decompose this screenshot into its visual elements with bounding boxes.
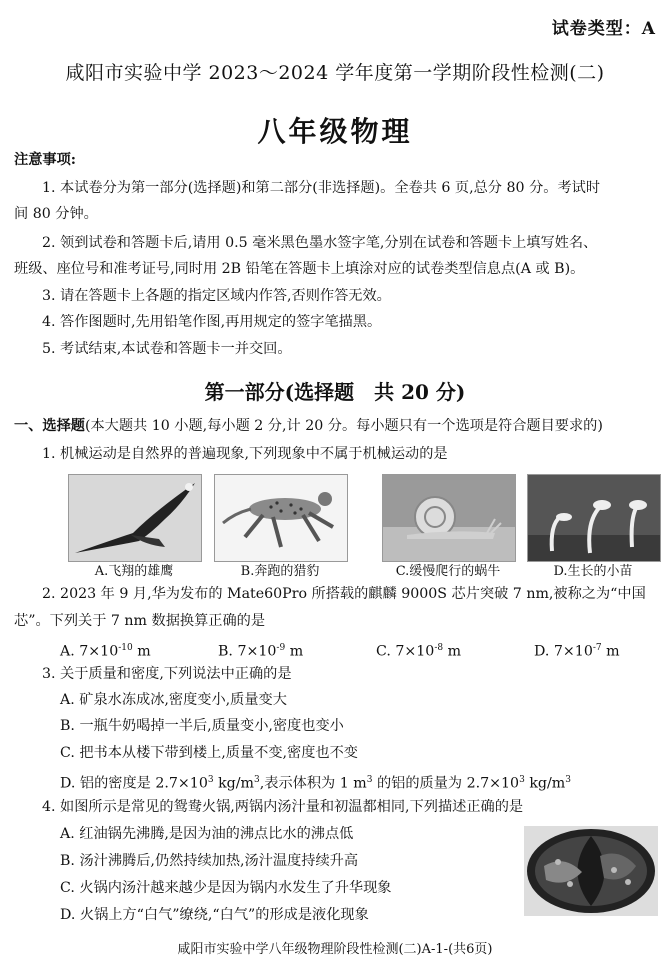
q3-option-c[interactable]: C. 把书本从楼下带到楼上,质量不变,密度也不变: [60, 745, 358, 761]
page-footer: 咸阳市实验中学八年级物理阶段性检测(二)A-1-(共6页): [177, 942, 493, 957]
q4-option-b[interactable]: B. 汤汁沸腾后,仍然持续加热,汤汁温度持续升高: [60, 853, 359, 869]
hotpot-image: [524, 826, 658, 916]
school-title: 咸阳市实验中学 2023～2024 学年度第一学期阶段性检测(二): [65, 62, 605, 84]
q1-caption-b: B.奔跑的猎豹: [240, 564, 320, 579]
q3-stem: 3. 关于质量和密度,下列说法中正确的是: [42, 666, 292, 682]
note-line: 4. 答作图题时,先用铅笔作图,再用规定的签字笔描黑。: [42, 314, 382, 330]
note-line: 2. 领到试卷和答题卡后,请用 0.5 毫米黑色墨水签字笔,分别在试卷和答题卡上填写姓名、: [42, 235, 598, 251]
eagle-image: [68, 474, 202, 562]
subject-title: 八年级物理: [257, 115, 413, 148]
q1-caption-a: A.飞翔的雄鹰: [94, 564, 174, 579]
q1-caption-d: D.生长的小苗: [553, 564, 633, 579]
q2-option-d[interactable]: D. $7\times 10^{-7}$ m: [534, 643, 620, 660]
q3-option-d[interactable]: D. 铝的密度是 $2.7\times 10^3$ $kg/m^3$,表示体积为 1 $m^3$ 的铝的质量为 $2.7\times 10^3$ $kg/m^3$: [60, 775, 571, 792]
sprouts-image: [527, 474, 661, 562]
q4-stem: 4. 如图所示是常见的鸳鸯火锅,两锅内汤汁量和初温都相同,下列描述正确的是: [42, 799, 524, 815]
note-line: 1. 本试卷分为第一部分(选择题)和第二部分(非选择题)。全卷共 6 页,总分 80 分。考试时: [42, 180, 601, 196]
part1-title: 第一部分(选择题 共 20 分): [204, 380, 466, 404]
q4-option-d[interactable]: D. 火锅上方“白气”缭绕,“白气”的形成是液化现象: [60, 907, 369, 923]
q2-stem-cont: 芯”。下列关于 7 nm 数据换算正确的是: [14, 613, 266, 629]
note-line: 班级、座位号和准考证号,同时用 2B 铅笔在答题卡上填涂对应的试卷类型信息点(A 或 B)。: [14, 261, 585, 277]
notes-heading: 注意事项:: [14, 152, 76, 168]
q4-option-a[interactable]: A. 红油锅先沸腾,是因为油的沸点比水的沸点低: [60, 826, 354, 842]
section1-label: 一、选择题: [14, 418, 85, 434]
note-line: 间 80 分钟。: [14, 206, 98, 222]
q2-option-c[interactable]: C. $7\times 10^{-8}$ m: [376, 643, 462, 660]
snail-image: [382, 474, 516, 562]
q3-option-a[interactable]: A. 矿泉水冻成冰,密度变小,质量变大: [60, 692, 287, 708]
q2-stem: 2. 2023 年 9 月,华为发布的 Mate60Pro 所搭载的麒麟 9000S 芯片突破 7 nm,被称之为“中国: [42, 586, 646, 602]
note-line: 3. 请在答题卡上各题的指定区域内作答,否则作答无效。: [42, 288, 391, 304]
q4-option-c[interactable]: C. 火锅内汤汁越来越少是因为锅内水发生了升华现象: [60, 880, 392, 896]
q3-option-b[interactable]: B. 一瓶牛奶喝掉一半后,质量变小,密度也变小: [60, 718, 344, 734]
q1-stem: 1. 机械运动是自然界的普遍现象,下列现象中不属于机械运动的是: [42, 446, 448, 462]
q2-option-a[interactable]: A. $7\times 10^{-10}$ m: [60, 643, 151, 660]
note-line: 5. 考试结束,本试卷和答题卡一并交回。: [42, 341, 292, 357]
q1-caption-c: C.缓慢爬行的蜗牛: [395, 564, 501, 579]
paper-type-label: 试卷类型：A: [551, 19, 656, 39]
section1-desc: (本大题共 10 小题,每小题 2 分,计 20 分。每小题只有一个选项是符合题目要求的): [84, 418, 603, 434]
cheetah-image: [214, 474, 348, 562]
section1-heading: [14, 416, 659, 436]
q2-option-b[interactable]: B. $7\times 10^{-9}$ m: [218, 643, 304, 660]
